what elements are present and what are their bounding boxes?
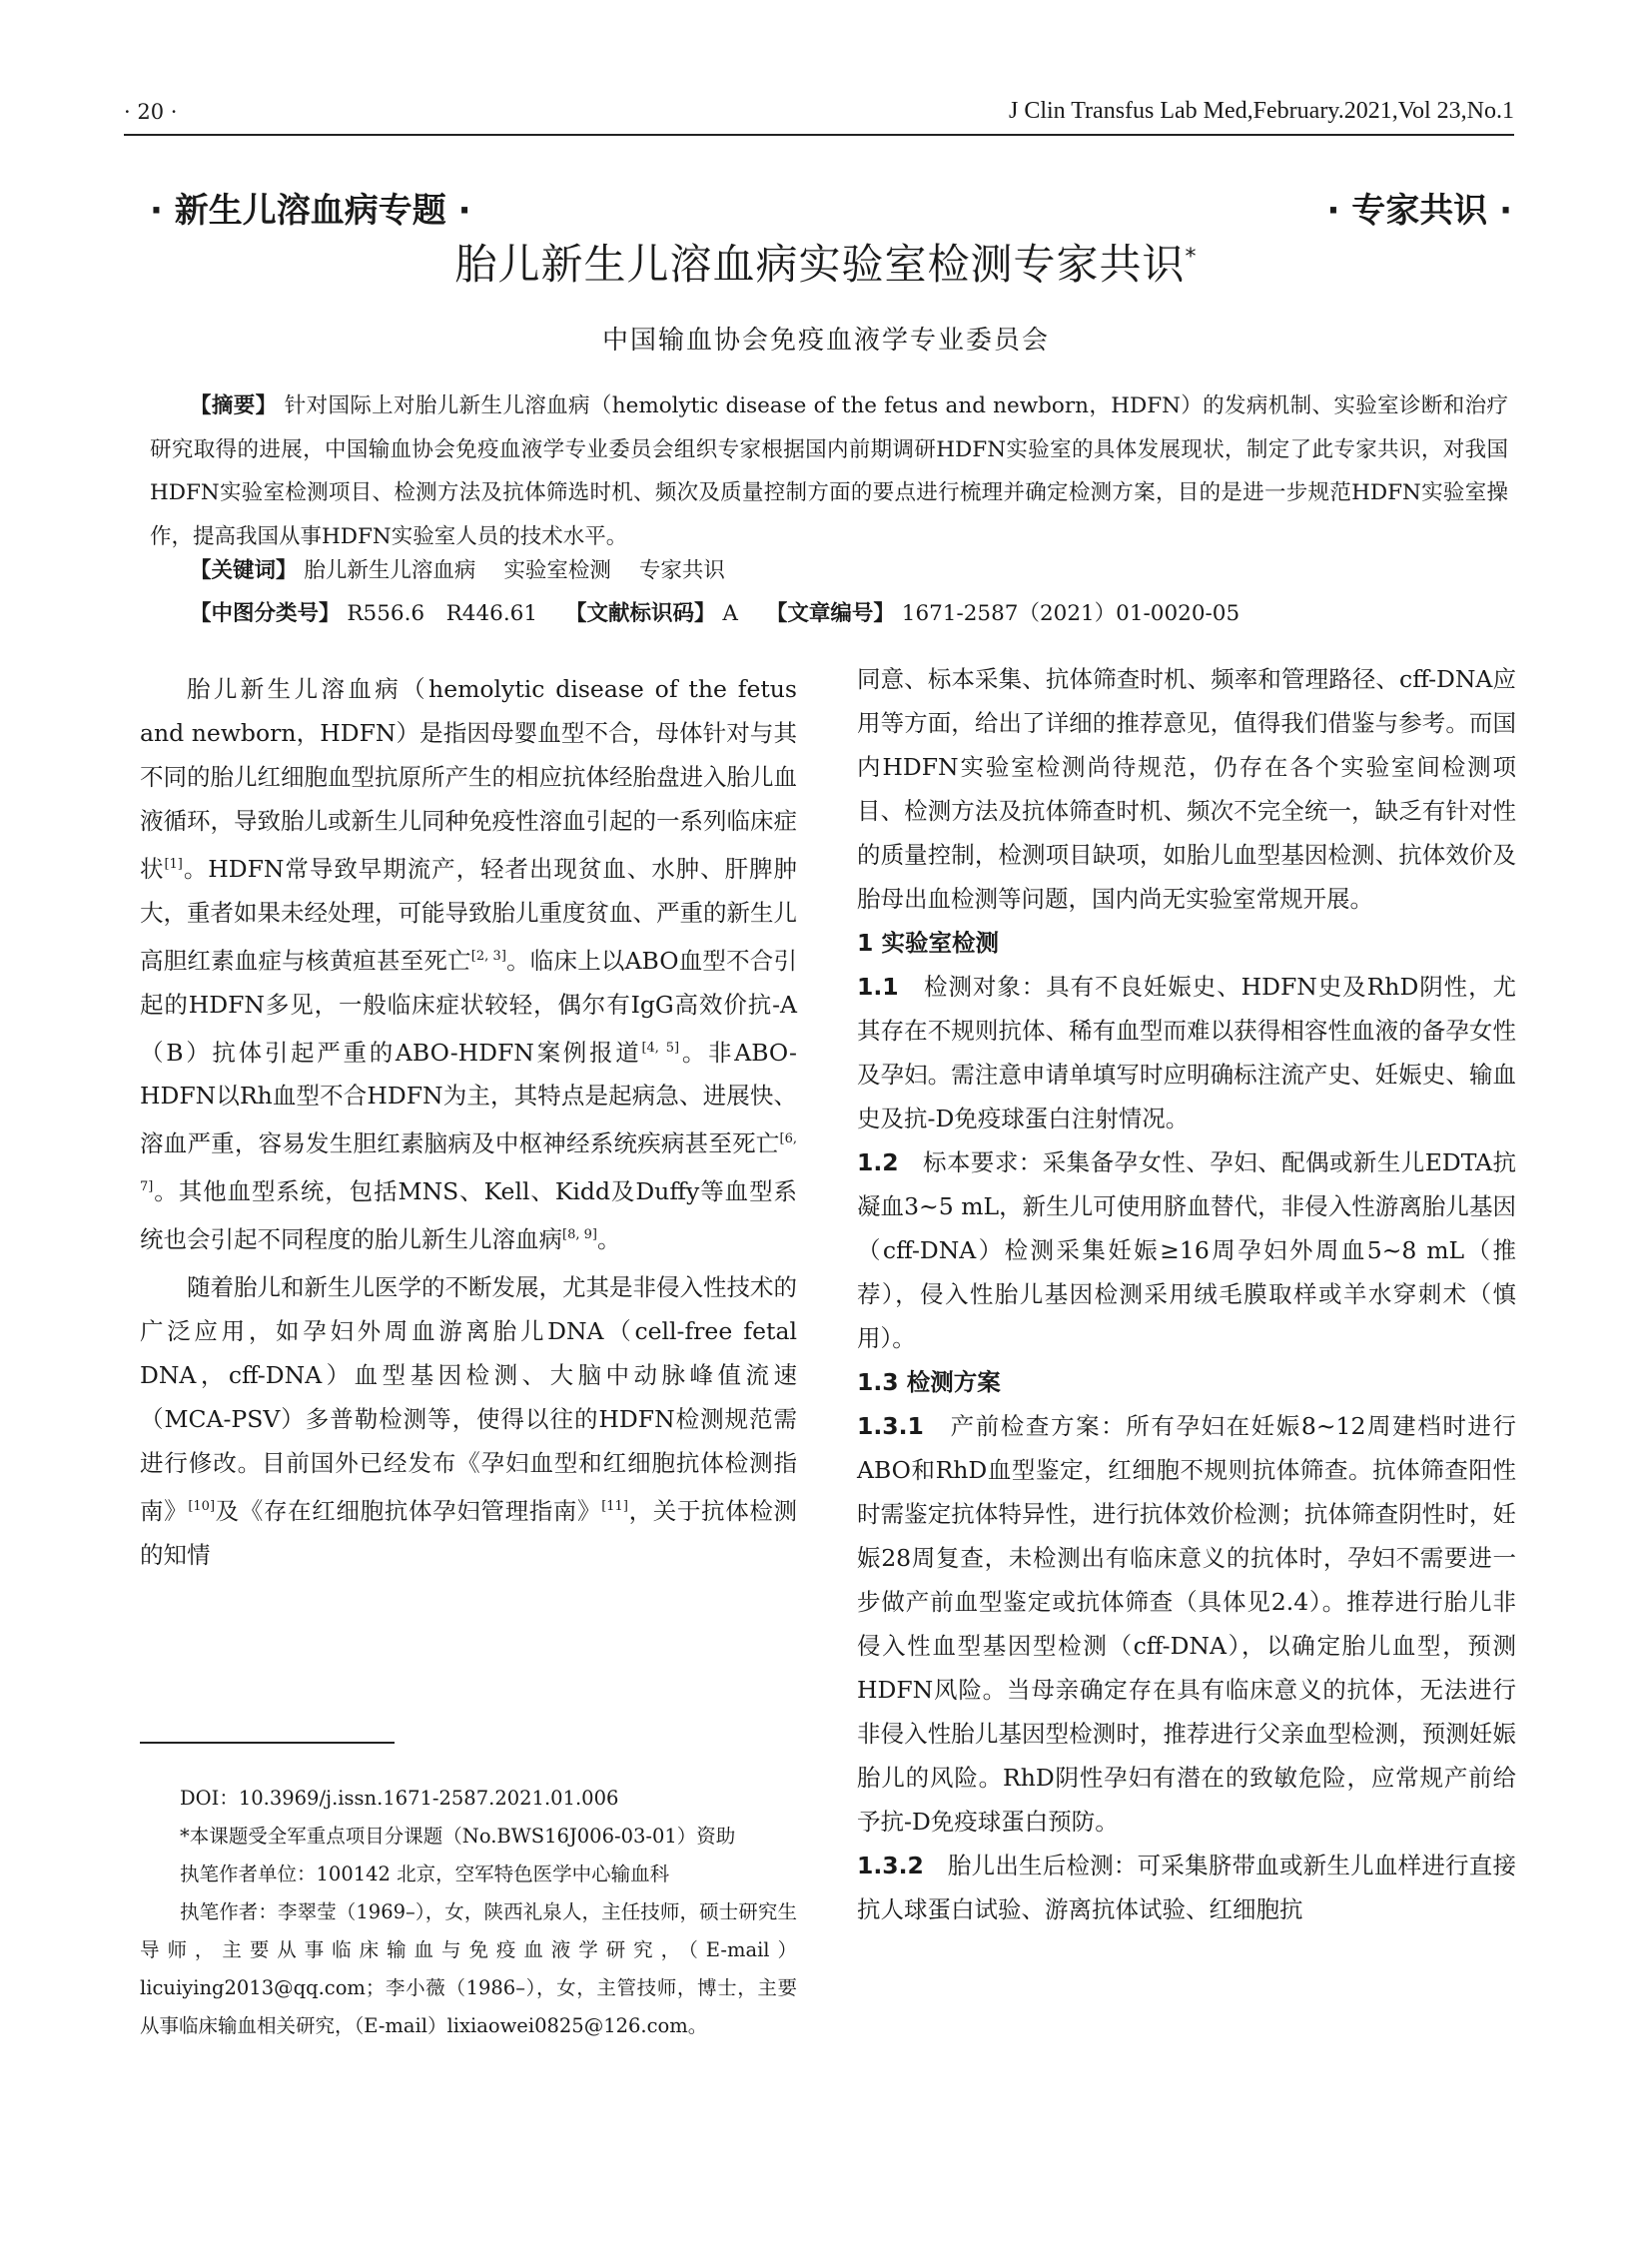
title-text: 胎儿新生儿溶血病实验室检测专家共识 [454, 240, 1186, 289]
title-footnote-mark: * [1185, 245, 1198, 270]
body-column-left [140, 667, 797, 1577]
text-run: 。 [596, 1224, 621, 1253]
column-tag-right: · 专家共识 · [1326, 191, 1512, 231]
citation: [4, 5] [641, 1040, 680, 1056]
footnote-authors: 执笔作者：李翠莹（1969–），女，陕西礼泉人，主任技师，硕士研究生导师，主要从事临床输血与免疫血液学研究，（E-mail）licuiying2013@qq.com；李小薇（1986–），女，主管技师，博士，主要从事临床输血相关研究，（E-mail）lixiaowei0825@126.com。 [140, 1900, 797, 2037]
keyword: 实验室检测 [503, 558, 611, 583]
abstract-label: 【摘要】 [190, 393, 278, 418]
subsection [857, 1404, 1516, 1844]
text-run: 。其他血型系统，包括MNS、Kell、Kidd及Duffy等血型系统也会引起不同程度的胎儿新生儿溶血病 [140, 1177, 797, 1253]
subsection-number: 1.2 [857, 1148, 899, 1176]
citation: [6, 7] [140, 1131, 797, 1195]
paragraph [140, 667, 797, 1261]
text-run: 及《存在红细胞抗体孕妇管理指南》 [215, 1496, 602, 1525]
citation: [11] [601, 1498, 628, 1514]
abstract-text: 针对国际上对胎儿新生儿溶血病（hemolytic disease of the fetus and newborn，HDFN）的发病机制、实验室诊断和治疗研究取得的进展，中国输血协会免疫血液学专业委员会组织专家根据国内前期调研HDFN实验室的具体发展现状，制定了此专家共识，对我国HDFN实验室检测项目、检测方法及抗体筛选时机、频次及质量控制方面的要点进行梳理并确定检测方案，目的是进一步规范HDFN实验室操作，提高我国从事HDFN实验室人员的技术水平。 [150, 393, 1508, 549]
subsection-text: 检测对象：具有不良妊娠史、HDFN史及RhD阴性，尤其存在不规则抗体、稀有血型而难以获得相容性血液的备孕女性及孕妇。需注意申请单填写时应明确标注流产史、妊娠史、输血史及抗-D免疫球蛋白注射情况。 [857, 973, 1517, 1132]
abstract [150, 384, 1508, 558]
column-tag-left: · 新生儿溶血病专题 · [150, 191, 471, 231]
keyword: 胎儿新生儿溶血病 [304, 558, 476, 583]
document-code-value: A [722, 601, 738, 626]
clc-value: R556.6 R446.61 [347, 601, 538, 626]
keywords-label: 【关键词】 [190, 558, 298, 583]
subsection-number: 1.3.1 [857, 1412, 924, 1440]
article-title [0, 232, 1652, 292]
footnote-rule [140, 1742, 395, 1744]
subsection [857, 1844, 1516, 1931]
text-run: 随着胎儿和新生儿医学的不断发展，尤其是非侵入性技术的广泛应用，如孕妇外周血游离胎儿DNA（cell-free fetal DNA，cff-DNA）血型基因检测、大脑中动脉峰值流速（MCA-PSV）多普勒检测等，使得以往的HDFN检测规范需进行修改。目前国外已经发布《孕妇血型和红细胞抗体检测指南》 [140, 1272, 797, 1525]
footnote-doi: DOI：10.3969/j.issn.1671-2587.2021.01.006 [180, 1787, 619, 1810]
subsection [857, 965, 1516, 1140]
footnote-funding: *本课题受全军重点项目分课题（No.BWS16J006-03-01）资助 [180, 1825, 736, 1848]
subsection-heading: 1.3 检测方案 [857, 1368, 1001, 1396]
subsection-number: 1.3.2 [857, 1852, 924, 1879]
subsection-text: 标本要求：采集备孕女性、孕妇、配偶或新生儿EDTA抗凝血3~5 mL，新生儿可使用脐血替代，非侵入性游离胎儿基因（cff-DNA）检测采集妊娠≥16周孕妇外周血5~8 mL（推荐），侵入性胎儿基因检测采用绒毛膜取样或羊水穿刺术（慎用）。 [857, 1148, 1516, 1352]
text-run: 。HDFN常导致早期流产，轻者出现贫血、水肿、肝脾肿大，重者如果未经处理，可能导致胎儿重度贫血、严重的新生儿高胆红素血症与核黄疸甚至死亡 [140, 854, 797, 975]
author-affiliation: 中国输血协会免疫血液学专业委员会 [601, 326, 1050, 356]
journal-running-header: J Clin Transfus Lab Med,February.2021,Vol 23,No.1 [1008, 98, 1514, 124]
document-code-label: 【文献标识码】 [565, 601, 716, 626]
keywords-line [190, 549, 725, 593]
subsection [857, 1140, 1516, 1360]
citation: [8, 9] [562, 1227, 597, 1243]
section-heading: 1 实验室检测 [857, 929, 1000, 957]
clc-label: 【中图分类号】 [190, 601, 341, 626]
paragraph [140, 1265, 797, 1577]
text-run: 。临床上以ABO血型不合引起的HDFN多见，一般临床症状较轻，偶尔有IgG高效价抗-A（B）抗体引起严重的ABO-HDFN案例报道 [140, 946, 798, 1067]
citation: [1] [164, 857, 183, 872]
footnotes [140, 1780, 797, 2045]
subsection-text: 产前检查方案：所有孕妇在妊娠8~12周建档时进行ABO和RhD血型鉴定，红细胞不规则抗体筛查。抗体筛查阳性时需鉴定抗体特异性，进行抗体效价检测；抗体筛查阴性时，妊娠28周复查，未检测出有临床意义的抗体时，孕妇不需要进一步做产前血型鉴定或抗体筛查（具体见2.4）。推荐进行胎儿非侵入性血型基因型检测（cff-DNA），以确定胎儿血型，预测HDFN风险。当母亲确定存在具有临床意义的抗体，无法进行非侵入性胎儿基因型检测时，推荐进行父亲血型检测，预测妊娠胎儿的风险。RhD阴性孕妇有潜在的致敏危险，应常规产前给予抗-D免疫球蛋白预防。 [857, 1412, 1517, 1836]
article-number-label: 【文章编号】 [765, 601, 895, 626]
paragraph: 同意、标本采集、抗体筛查时机、频率和管理路径、cff-DNA应用等方面，给出了详细的推荐意见，值得我们借鉴与参考。而国内HDFN实验室检测尚待规范，仍存在各个实验室间检测项目、检测方法及抗体筛查时机、频次不完全统一，缺乏有针对性的质量控制，检测项目缺项，如胎儿血型基因检测、抗体效价及胎母出血检测等问题，国内尚无实验室常规开展。 [857, 665, 1516, 913]
header-rule [124, 134, 1514, 136]
citation: [10] [188, 1498, 216, 1514]
text-run: 。非ABO-HDFN以Rh血型不合HDFN为主，其特点是起病急、进展快、溶血严重，容易发生胆红素脑病及中枢神经系统疾病甚至死亡 [140, 1038, 797, 1158]
text-run: ，关于抗体检测的知情 [140, 1496, 798, 1569]
classification-line [190, 592, 1239, 636]
footnote-unit: 执笔作者单位：100142 北京，空军特色医学中心输血科 [180, 1863, 670, 1885]
text-run: 胎儿新生儿溶血病（hemolytic disease of the fetus and newborn，HDFN）是指因母婴血型不合，母体针对与其不同的胎儿红细胞血型抗原所产生的相应抗体经胎盘进入胎儿血液循环，导致胎儿或新生儿同种免疫性溶血引起的一系列临床症状 [140, 675, 797, 883]
page-number: · 20 · [124, 100, 178, 124]
article-number-value: 1671-2587（2021）01-0020-05 [901, 601, 1240, 626]
subsection-text: 胎儿出生后检测：可采集脐带血或新生儿血样进行直接抗人球蛋白试验、游离抗体试验、红细胞抗 [857, 1852, 1517, 1923]
keyword: 专家共识 [638, 558, 725, 583]
subsection-number: 1.1 [857, 973, 899, 1001]
citation: [2, 3] [470, 948, 506, 964]
body-column-right [857, 657, 1516, 1931]
